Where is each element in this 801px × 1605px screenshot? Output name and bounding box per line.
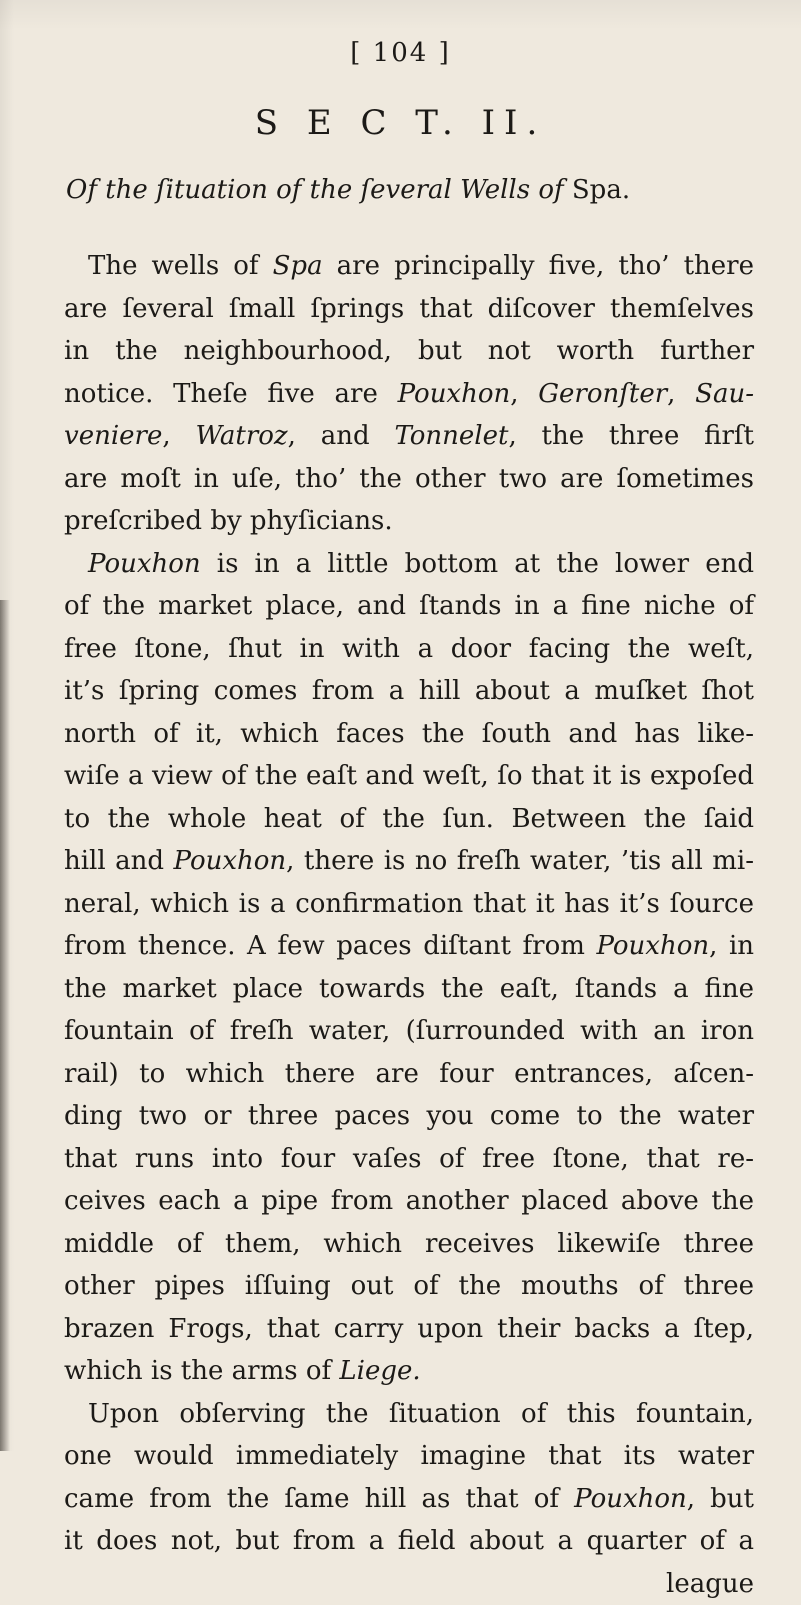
text-line bbox=[64, 500, 754, 543]
text-segment: ceives each a pipe from another placed above the bbox=[64, 1186, 754, 1216]
text-line bbox=[64, 330, 754, 373]
text-line bbox=[64, 585, 754, 628]
text-segment: , and bbox=[288, 421, 395, 451]
text-line bbox=[64, 713, 754, 756]
text-segment: , the three firſt bbox=[508, 421, 754, 451]
text-segment: middle of them, which receives likewiſe three bbox=[64, 1229, 754, 1259]
text-line bbox=[64, 1095, 754, 1138]
text-line bbox=[64, 288, 754, 331]
text-line bbox=[64, 1138, 754, 1181]
text-segment: which is the arms of bbox=[64, 1356, 339, 1386]
text-segment: north of it, which faces the ſouth and has like- bbox=[64, 719, 754, 749]
text-segment: fountain of freſh water, (ſurrounded with an iron bbox=[64, 1016, 754, 1046]
text-line bbox=[64, 1478, 754, 1521]
text-line bbox=[64, 1520, 754, 1563]
text-segment: , bbox=[667, 379, 695, 409]
italic-text: Pouxhon bbox=[574, 1484, 687, 1514]
text-line bbox=[64, 1265, 754, 1308]
text-line bbox=[64, 755, 754, 798]
italic-text: veniere bbox=[64, 421, 162, 451]
page-edge-shadow bbox=[0, 600, 10, 1451]
text-segment: that runs into four vaſes of free ſtone, that re- bbox=[64, 1144, 754, 1174]
subtitle-roman: Spa. bbox=[564, 175, 631, 205]
text-line bbox=[64, 415, 754, 458]
section-heading: S E C T. II. bbox=[0, 103, 801, 143]
text-segment: from thence. A few paces diſtant from bbox=[64, 931, 596, 961]
italic-text: Pouxhon bbox=[398, 379, 511, 409]
text-segment: , there is no freſh water, ’tis all mi- bbox=[286, 846, 754, 876]
text-segment: wiſe a view of the eaſt and weſt, ſo that it is expoſed bbox=[64, 761, 754, 791]
text-segment: are principally five, tho’ there bbox=[323, 251, 754, 281]
italic-text: Watroz bbox=[195, 421, 287, 451]
italic-text: Pouxhon bbox=[596, 931, 709, 961]
text-segment: hill and bbox=[64, 846, 174, 876]
text-segment: rail) to which there are four entrances, aſcen- bbox=[64, 1059, 754, 1089]
text-line bbox=[64, 883, 754, 926]
italic-text: Spa bbox=[273, 251, 323, 281]
text-line bbox=[64, 670, 754, 713]
text-line bbox=[64, 1393, 754, 1436]
section-subtitle bbox=[66, 175, 766, 205]
text-segment: free ſtone, ſhut in with a door facing the weſt, bbox=[64, 634, 754, 664]
italic-text: Liege. bbox=[339, 1356, 420, 1386]
text-line bbox=[64, 373, 754, 416]
text-segment: to the whole heat of the ſun. Between the ſaid bbox=[64, 804, 754, 834]
italic-text: Geronſter bbox=[538, 379, 667, 409]
text-segment: neral, which is a confirmation that it has it’s ſource bbox=[64, 889, 754, 919]
text-segment: , bbox=[510, 379, 538, 409]
text-line bbox=[64, 968, 754, 1011]
text-segment: it does not, but from a field about a quarter of a bbox=[64, 1526, 754, 1556]
text-segment: ding two or three paces you come to the water bbox=[64, 1101, 754, 1131]
text-line bbox=[64, 925, 754, 968]
text-line bbox=[64, 1435, 754, 1478]
text-segment: other pipes iſſuing out of the mouths of three bbox=[64, 1271, 754, 1301]
text-segment: are ſeveral ſmall ſprings that diſcover themſelves bbox=[64, 294, 754, 324]
text-line bbox=[64, 1563, 754, 1605]
text-line bbox=[64, 1308, 754, 1351]
text-line bbox=[64, 458, 754, 501]
text-segment: notice. Theſe five are bbox=[64, 379, 398, 409]
text-line bbox=[64, 543, 754, 586]
text-segment: in the neighbourhood, but not worth further bbox=[64, 336, 754, 366]
text-line bbox=[64, 840, 754, 883]
subtitle-italic: Of the ſituation of the ſeveral Wells of bbox=[66, 175, 564, 205]
text-segment: , in bbox=[709, 931, 754, 961]
text-segment: preſcribed by phyſicians. bbox=[64, 506, 393, 536]
text-segment: , bbox=[162, 421, 195, 451]
text-segment: came from the ſame hill as that of bbox=[64, 1484, 574, 1514]
text-segment: of the market place, and ſtands in a fine niche of bbox=[64, 591, 754, 621]
text-segment: , but bbox=[687, 1484, 754, 1514]
text-segment: The wells of bbox=[88, 251, 273, 281]
body-text bbox=[64, 245, 754, 1605]
italic-text: Tonnelet bbox=[394, 421, 508, 451]
text-line bbox=[64, 798, 754, 841]
page-number: [ 104 ] bbox=[0, 38, 801, 68]
text-line bbox=[64, 1223, 754, 1266]
text-line bbox=[64, 1053, 754, 1096]
text-line bbox=[64, 628, 754, 671]
text-segment: league bbox=[666, 1569, 754, 1599]
italic-text: Pouxhon bbox=[174, 846, 287, 876]
italic-text: Pouxhon bbox=[88, 549, 201, 579]
text-segment: brazen Frogs, that carry upon their backs a ſtep, bbox=[64, 1314, 754, 1344]
text-segment: Upon obſerving the ſituation of this fountain, bbox=[88, 1399, 754, 1429]
text-segment: the market place towards the eaſt, ſtands a fine bbox=[64, 974, 754, 1004]
text-line bbox=[64, 1350, 754, 1393]
text-line bbox=[64, 1010, 754, 1053]
text-segment: are moſt in uſe, tho’ the other two are ſometimes bbox=[64, 464, 754, 494]
text-segment: it’s ſpring comes from a hill about a muſket ſhot bbox=[64, 676, 754, 706]
text-line bbox=[64, 245, 754, 288]
text-segment: is in a little bottom at the lower end bbox=[201, 549, 754, 579]
text-line bbox=[64, 1180, 754, 1223]
text-segment: one would immediately imagine that its water bbox=[64, 1441, 754, 1471]
italic-text: Sau- bbox=[695, 379, 754, 409]
